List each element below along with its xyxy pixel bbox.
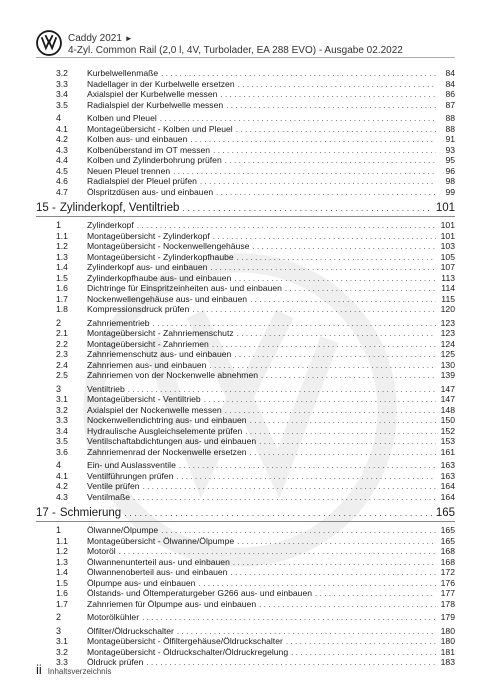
toc-title: Montageübersicht - Nockenwellengehäuse: [87, 241, 250, 251]
toc-section-row[interactable]: [36, 384, 455, 395]
toc-item-row[interactable]: [36, 599, 455, 610]
toc-page: 165: [440, 535, 455, 546]
toc-title: Hydraulische Ausgleichselemente prüfen: [87, 425, 243, 436]
toc-number: 4: [56, 113, 62, 123]
toc-page: 163: [440, 460, 455, 470]
toc-title: Zylinderkopf aus- und einbauen: [87, 262, 208, 272]
toc-item-row[interactable]: [36, 492, 455, 503]
toc-title: Ventile prüfen: [87, 481, 140, 491]
toc-page: 148: [440, 404, 455, 415]
toc-item-row[interactable]: [36, 647, 455, 658]
toc-page: 130: [440, 359, 455, 370]
toc-item-row[interactable]: [36, 79, 455, 90]
toc-leader-dots: [226, 101, 436, 112]
toc-page: 168: [440, 556, 455, 567]
toc-title: Motoröl: [87, 546, 116, 556]
toc-leader-dots: [182, 201, 432, 216]
toc-title: Neuen Pleuel trennen: [87, 165, 171, 176]
toc-page: 165: [440, 525, 455, 535]
toc-chapter-title: Schmierung: [59, 507, 122, 519]
page-footer: [36, 662, 111, 677]
toc-page: 124: [440, 338, 455, 349]
toc-page: 150: [440, 415, 455, 425]
page-number: ii: [36, 662, 42, 677]
toc-title: Zahnriementrieb: [87, 317, 150, 328]
toc-item-row[interactable]: [36, 471, 455, 482]
toc-number: 1.8: [56, 304, 68, 314]
toc-chapter-row[interactable]: [36, 201, 455, 216]
toc-item-row[interactable]: [36, 134, 455, 145]
header-engine-line: 4-Zyl. Common Rail (2,0 l, 4V, Turbolader, EA 288 EVO) - Ausgabe 02.2022: [68, 45, 403, 56]
toc-title: Ölwannenunterteil aus- und einbauen: [87, 556, 230, 567]
toc-number: 2: [56, 317, 62, 328]
toc-number: 4.2: [56, 134, 68, 144]
toc-page: 153: [440, 436, 455, 446]
toc-leader-dots: [259, 600, 436, 611]
toc-page: 114: [441, 283, 455, 293]
toc-number: 4.3: [56, 144, 68, 155]
toc-number: 1.4: [56, 262, 68, 272]
document-header: [68, 33, 455, 57]
toc-page: 101: [440, 220, 455, 230]
toc-title: Montageübersicht - Zylinderkopf: [87, 230, 210, 241]
toc-number: 4.4: [56, 155, 68, 165]
toc-number: 3: [56, 625, 62, 636]
toc-title: Zahnriemenrad der Nockenwelle ersetzen: [87, 446, 247, 457]
toc-page: 147: [440, 383, 455, 394]
toc-page: 179: [440, 612, 455, 622]
toc-page: 103: [440, 241, 455, 251]
toc-title: Montageübersicht - Ölfiltergehäuse/Öldruckschalter: [87, 636, 283, 646]
toc-page: 101: [440, 230, 455, 241]
toc-number: 1.1: [56, 230, 68, 241]
header-divider: [36, 57, 455, 58]
toc-number: 2.2: [56, 338, 68, 349]
toc-page: 168: [440, 546, 455, 556]
toc-item-row[interactable]: [36, 304, 455, 315]
toc-page: 88: [445, 123, 455, 134]
toc-section-row[interactable]: [36, 460, 455, 471]
toc-title: Zylinderkopf: [87, 220, 134, 230]
toc-page: 161: [440, 446, 455, 457]
toc-item-row[interactable]: [36, 394, 455, 405]
toc-section-row[interactable]: [36, 612, 455, 623]
toc-page: 95: [445, 155, 455, 165]
toc-number: 4.3: [56, 491, 68, 502]
toc-page: 86: [445, 89, 455, 99]
toc-page: 84: [445, 68, 455, 78]
toc-leader-dots: [142, 613, 436, 624]
toc-page: 183: [440, 657, 455, 667]
toc-number: 3.3: [56, 415, 68, 425]
toc-page: 125: [440, 349, 455, 359]
toc-page: 164: [440, 491, 455, 502]
toc-number: 1.3: [56, 556, 68, 567]
toc-page: 123: [440, 328, 455, 338]
toc-item-row[interactable]: [36, 241, 455, 252]
toc-item-row[interactable]: [36, 370, 455, 381]
toc-number: 1.2: [56, 241, 68, 251]
toc-number: 3.2: [56, 646, 68, 657]
toc-title: Motorölkühler: [87, 612, 140, 622]
toc-item-row[interactable]: [36, 155, 455, 166]
toc-number: 3.4: [56, 89, 68, 99]
toc-item-row[interactable]: [36, 124, 455, 135]
vw-logo-icon: [36, 30, 62, 56]
toc-leader-dots: [124, 506, 433, 521]
toc-item-row[interactable]: [36, 360, 455, 371]
toc-title: Radialspiel der Pleuel prüfen: [87, 176, 197, 186]
toc-number: 4.1: [56, 470, 68, 481]
toc-page: 87: [445, 99, 455, 110]
toc-item-row[interactable]: [36, 536, 455, 547]
toc-number: 3.1: [56, 394, 68, 404]
toc-number: 3.6: [56, 446, 68, 457]
footer-label: Inhaltsverzeichnis: [47, 667, 112, 676]
toc-number: 4: [56, 460, 62, 470]
toc-number: 1: [56, 525, 62, 535]
toc-page: 180: [440, 625, 455, 636]
toc-leader-dots: [146, 658, 436, 669]
toc-number: 3.2: [56, 68, 68, 78]
toc-title: Montageübersicht - Kolben und Pleuel: [87, 123, 233, 134]
toc-title: Ölstands- und Öltemperaturgeber G266 aus- und einbauen: [87, 588, 313, 598]
toc-leader-dots: [192, 305, 436, 316]
toc-page: 84: [445, 78, 455, 89]
toc-number: 3: [56, 383, 62, 394]
toc-page: 105: [440, 251, 455, 262]
toc-title: Ventilmaße: [87, 491, 130, 502]
toc-number: 1.7: [56, 598, 68, 609]
toc-title: Ölspritzdüsen aus- und einbauen: [87, 186, 214, 197]
toc-title: Ölwannenoberteil aus- und einbauen: [87, 567, 228, 577]
toc-number: 3.2: [56, 404, 68, 415]
toc-item-row[interactable]: [36, 262, 455, 273]
toc-number: 1.6: [56, 283, 68, 293]
toc-title: Zahnriemenschutz aus- und einbauen: [87, 349, 232, 359]
toc-number: 3.3: [56, 657, 68, 667]
toc-page: 88: [445, 113, 455, 123]
toc-section-row[interactable]: [36, 220, 455, 231]
toc-title: Zahnriemen für Ölpumpe aus- und einbauen: [87, 598, 257, 609]
toc-item-row[interactable]: [36, 567, 455, 578]
toc-title: Kolben und Zylinderbohrung prüfen: [87, 155, 222, 165]
toc-title: Zylinderkopfhaube aus- und einbauen: [87, 272, 232, 283]
toc-page: 139: [440, 370, 455, 380]
toc-title: Radialspiel der Kurbelwelle messen: [87, 99, 224, 110]
toc-title: Montageübersicht - Zahnriemenschutz: [87, 328, 234, 338]
toc-number: 2.5: [56, 370, 68, 380]
toc-title: Kolben aus- und einbauen: [87, 134, 188, 144]
toc-section-row[interactable]: [36, 525, 455, 536]
toc-page: 115: [441, 293, 455, 304]
toc-chapter-number: 15 -: [36, 202, 56, 214]
toc-number: 3.5: [56, 436, 68, 446]
toc-page: 178: [440, 598, 455, 609]
toc-title: Zahnriemen aus- und einbauen: [87, 359, 207, 370]
toc-title: Ölpumpe aus- und einbauen: [87, 577, 196, 588]
toc-chapter-number: 17 -: [36, 507, 56, 519]
toc-item-row[interactable]: [36, 546, 455, 557]
toc-number: 2.1: [56, 328, 68, 338]
toc-page: 164: [440, 481, 455, 491]
toc-item-row[interactable]: [36, 176, 455, 187]
toc-chapter-row[interactable]: [36, 506, 455, 521]
toc-title: Ventiltrieb: [87, 383, 125, 394]
toc-number: 4.1: [56, 123, 68, 134]
toc-title: Montageübersicht - Ölwanne/Ölpumpe: [87, 535, 235, 546]
toc-page: 181: [440, 646, 455, 657]
toc-page: 99: [445, 186, 455, 197]
toc-number: 3.5: [56, 99, 68, 110]
toc-title: Ölwanne/Ölpumpe: [87, 525, 159, 535]
toc-item-row[interactable]: [36, 481, 455, 492]
toc-page: 107: [440, 262, 455, 272]
toc-title: Axialspiel der Nockenwelle messen: [87, 404, 222, 415]
toc-number: 1.6: [56, 588, 68, 598]
toc-title: Ein- und Auslassventile: [87, 460, 176, 470]
toc-number: 3.3: [56, 78, 68, 89]
toc-title: Ventilschaftabdichtungen aus- und einbauen: [87, 436, 257, 446]
toc-number: 3.1: [56, 636, 68, 646]
toc-title: Montageübersicht - Ventiltrieb: [87, 394, 201, 404]
toc-title: Dichtringe für Einspritzeinheiten aus- und einbauen: [87, 283, 282, 293]
toc-page: 93: [445, 144, 455, 155]
toc-number: 1.5: [56, 577, 68, 588]
toc-item-row[interactable]: [36, 328, 455, 339]
toc-leader-dots: [250, 448, 436, 459]
toc-title: Nockenwellendichtring aus- und einbauen: [87, 415, 247, 425]
toc-number: 4.5: [56, 165, 68, 176]
toc-page: 91: [445, 134, 455, 144]
toc-page: 163: [440, 470, 455, 481]
toc-section-row[interactable]: [36, 626, 455, 637]
table-of-contents: [36, 68, 455, 668]
chapter-divider: [36, 216, 455, 217]
toc-number: 4.6: [56, 176, 68, 186]
toc-page: 180: [440, 636, 455, 646]
toc-number: 3.4: [56, 425, 68, 436]
toc-chapter-page: 165: [435, 507, 455, 519]
toc-item-row[interactable]: [36, 100, 455, 111]
toc-item-row[interactable]: [36, 349, 455, 360]
toc-number: 2.4: [56, 359, 68, 370]
toc-title: Montageübersicht - Zahnriemen: [87, 338, 209, 349]
toc-page: 147: [440, 394, 455, 404]
toc-leader-dots: [133, 493, 436, 504]
chapter-divider: [36, 521, 455, 522]
toc-title: Montageübersicht - Zylinderkopfhaube: [87, 251, 234, 262]
toc-number: 1.4: [56, 567, 68, 577]
toc-number: 1.7: [56, 293, 68, 304]
toc-item-row[interactable]: [36, 339, 455, 350]
toc-item-row[interactable]: [36, 166, 455, 177]
toc-item-row[interactable]: [36, 89, 455, 100]
toc-item-row[interactable]: [36, 145, 455, 156]
toc-title: Nadellager in der Kurbelwelle ersetzen: [87, 78, 235, 89]
toc-title: Kurbelwellenmaße: [87, 68, 159, 78]
toc-title: Zahnriemen von der Nockenwelle abnehmen: [87, 370, 259, 380]
toc-item-row[interactable]: [36, 405, 455, 416]
toc-title: Montageübersicht - Öldruckschalter/Öldruckregelung: [87, 646, 289, 657]
toc-item-row[interactable]: [36, 447, 455, 458]
header-model: Caddy 2021: [68, 33, 122, 44]
toc-page: 176: [440, 577, 455, 588]
toc-page: 172: [440, 567, 455, 577]
toc-item-row[interactable]: [36, 426, 455, 437]
toc-number: 4.2: [56, 481, 68, 491]
header-model-line: [68, 33, 455, 45]
toc-title: Ölfilter/Öldruckschalter: [87, 625, 174, 636]
toc-page: 98: [445, 176, 455, 186]
toc-title: Nockenwellengehäuse aus- und einbauen: [87, 293, 248, 304]
toc-item-row[interactable]: [36, 636, 455, 647]
toc-item-row[interactable]: [36, 273, 455, 284]
toc-item-row[interactable]: [36, 231, 455, 242]
toc-item-row[interactable]: [36, 187, 455, 198]
toc-item-row[interactable]: [36, 283, 455, 294]
toc-number: 2: [56, 612, 62, 622]
toc-number: 4.7: [56, 186, 68, 197]
toc-item-row[interactable]: [36, 252, 455, 263]
toc-number: 1.2: [56, 546, 68, 556]
toc-section-row[interactable]: [36, 318, 455, 329]
toc-title: Kolbenüberstand im OT messen: [87, 144, 211, 155]
toc-item-row[interactable]: [36, 588, 455, 599]
toc-page: 96: [445, 165, 455, 176]
toc-title: Öldruck prüfen: [87, 657, 144, 667]
toc-page: 177: [440, 588, 455, 598]
toc-item-row[interactable]: [36, 557, 455, 568]
toc-chapter-page: 101: [435, 202, 455, 214]
toc-number: 1.5: [56, 272, 68, 283]
toc-section-row[interactable]: [36, 113, 455, 124]
toc-page: 123: [440, 317, 455, 328]
toc-item-row[interactable]: [36, 578, 455, 589]
toc-leader-dots: [261, 371, 436, 382]
arrow-right-icon: ►: [124, 34, 133, 43]
toc-title: Kolben und Pleuel: [87, 113, 157, 123]
toc-number: 2.3: [56, 349, 68, 359]
toc-chapter-title: Zylinderkopf, Ventiltrieb: [59, 202, 180, 214]
toc-item-row[interactable]: [36, 294, 455, 305]
toc-page: 113: [441, 272, 455, 283]
toc-item-row[interactable]: [36, 415, 455, 426]
toc-title: Axialspiel der Kurbelwelle messen: [87, 89, 218, 99]
toc-title: Kompressionsdruck prüfen: [87, 304, 190, 314]
toc-item-row[interactable]: [36, 436, 455, 447]
toc-number: 1.1: [56, 535, 68, 546]
toc-leader-dots: [216, 188, 436, 199]
toc-number: 1: [56, 220, 62, 230]
toc-number: 1.3: [56, 251, 68, 262]
toc-page: 120: [440, 304, 455, 314]
toc-item-row[interactable]: [36, 68, 455, 79]
toc-title: Ventilführungen prüfen: [87, 470, 174, 481]
toc-page: 152: [440, 425, 455, 436]
